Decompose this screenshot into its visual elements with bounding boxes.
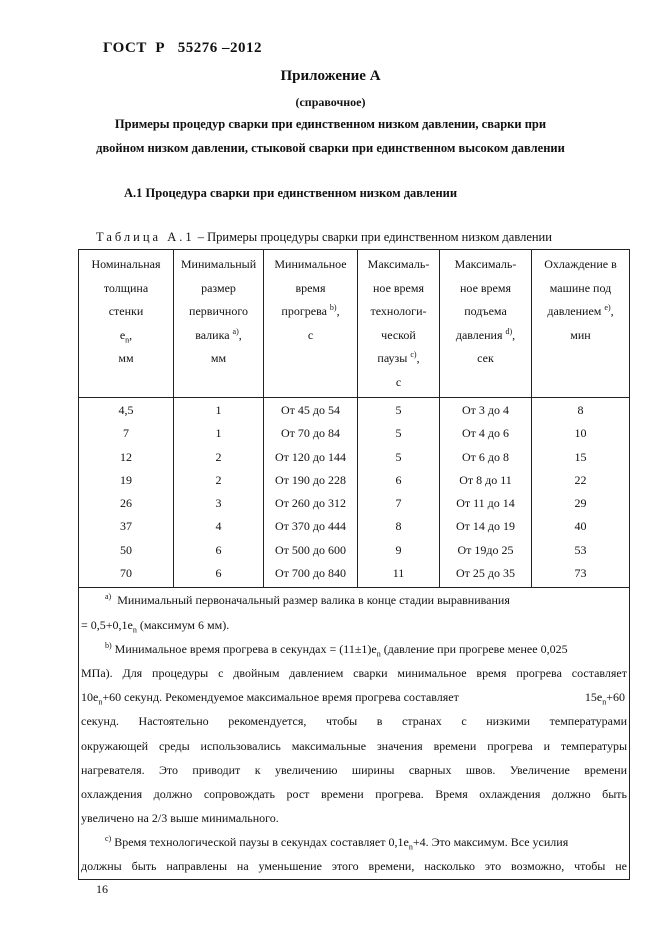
note-b-line-3	[81, 685, 627, 709]
note-b-max-heating-formula	[585, 685, 625, 709]
note-b-line-4: секунд. Настоятельно рекомендуется, чтобы в странах с низкими температурами	[81, 714, 627, 729]
note-b-line-2: МПа). Для процедуры с двойным давлением сварки минимальное время прогрева составляет	[81, 665, 627, 680]
table-cell: От 25 до 35	[455, 566, 515, 581]
header-text: технологи-	[370, 304, 427, 318]
note-b-max-formula-post: +60	[606, 690, 625, 705]
header-line	[358, 347, 439, 371]
table-notes-row	[79, 588, 630, 879]
table-cell: 12	[120, 449, 132, 464]
header-line	[358, 324, 439, 348]
header-text: давлением	[547, 304, 602, 318]
header-footnote-marker: c)	[410, 350, 417, 359]
note-b-line-1	[81, 637, 627, 661]
column-bead-size	[174, 398, 264, 588]
note-c-line-1	[81, 830, 627, 854]
header-punctuation: ,	[129, 327, 133, 342]
table-cell: 2	[215, 449, 222, 464]
header-text: ное время	[373, 280, 424, 295]
table-cell: 9	[395, 542, 402, 557]
table-cell: 1	[215, 426, 222, 441]
table-cell: 5	[395, 403, 402, 417]
note-b-line-5: окружающей среды использовались максимальные значения времени прогрева и температуры	[81, 738, 627, 753]
header-text: паузы	[377, 351, 408, 365]
header-line	[79, 324, 173, 348]
table-header-row	[79, 250, 630, 398]
header-text: Охлаждение в	[544, 257, 617, 271]
header-cell-heating-time	[264, 250, 358, 398]
table-cell: От 4 до 6	[461, 426, 509, 441]
header-line	[532, 300, 629, 324]
table-cell: 50	[120, 542, 132, 557]
table-cell: 7	[395, 496, 402, 511]
table-caption-text: – Примеры процедуры сварки при единственном низком давлении	[194, 230, 552, 244]
table-notes	[79, 588, 630, 879]
header-line	[264, 277, 357, 301]
table-cell: От 260 до 312	[274, 496, 346, 511]
table-cell: 73	[574, 566, 587, 581]
header-text: толщина	[103, 280, 149, 295]
header-footnote-marker: a)	[232, 326, 239, 336]
note-c-text-1: Время технологической паузы в секундах составляет 0,1e	[114, 835, 409, 850]
table-cell: От 120 до 144	[274, 449, 346, 464]
table-cell: 15	[574, 449, 587, 464]
header-cell-pressure-rise-time	[440, 250, 532, 398]
note-a-marker: a)	[105, 592, 112, 602]
header-text: мин	[570, 327, 591, 342]
table-cell: 5	[395, 426, 402, 441]
table-cell: 5	[395, 449, 402, 464]
table-cell: От 19до 25	[457, 542, 514, 557]
standard-number: ГОСТ Р 55276 –2012	[103, 40, 263, 56]
header-footnote-marker: d)	[505, 326, 513, 336]
header-text: прогрева	[281, 304, 327, 318]
column-heating-time	[264, 398, 358, 588]
header-text: валика	[195, 327, 230, 342]
note-b-text-3-mid: +60 секунд. Рекомендуемое максимальное время прогрева составляет	[102, 690, 459, 705]
header-line	[264, 300, 357, 324]
note-a-line-1	[81, 588, 627, 612]
header-cell-bead-size	[174, 250, 264, 398]
note-b-line-6: нагревателя. Это приводит к увеличению ширины сварных швов. Увеличение времени	[81, 762, 627, 777]
column-pressure-rise-time	[440, 398, 532, 588]
table-cell: 6	[395, 472, 402, 487]
note-c-line-2: должны быть направлены на уменьшение этого времени, насколько это возможно, чтобы не	[81, 859, 627, 874]
header-text: Максималь-	[367, 257, 430, 271]
header-cell-cooling-time	[532, 250, 630, 398]
header-punctuation: ,	[512, 327, 516, 342]
table-cell: 53	[574, 542, 587, 557]
header-line	[440, 347, 531, 371]
appendix-description-line-1: Примеры процедур сварки при единственном низком давлении, сварки при	[114, 117, 547, 131]
table-cell: 37	[120, 519, 132, 534]
table-cell: 19	[120, 472, 132, 487]
table-cell: 7	[123, 426, 129, 441]
header-line	[440, 253, 531, 277]
table-cell: От 14 до 19	[455, 519, 515, 534]
header-text: Номинальная	[91, 257, 161, 271]
header-text: размер	[201, 280, 236, 295]
header-text: мм	[210, 351, 227, 365]
header-punctuation: ,	[238, 327, 242, 342]
header-line	[79, 253, 173, 277]
header-text: давления	[455, 327, 503, 342]
table-cell: 2	[215, 472, 222, 487]
table-cell: От 45 до 54	[280, 403, 340, 417]
header-line	[174, 300, 263, 324]
note-a-text-2: (максимум 6 мм).	[136, 617, 230, 632]
table-cell: От 8 до 11	[459, 472, 512, 487]
table-cell: 70	[120, 566, 132, 581]
header-line	[174, 253, 263, 277]
header-cell-wall-thickness	[79, 250, 174, 398]
table-cell: 6	[215, 542, 222, 557]
table-caption-lead: Таблица А.1	[96, 230, 195, 244]
note-a-text-1: Минимальный первоначальный размер валика в конце стадии выравнивания	[117, 593, 510, 608]
page-number: 16	[96, 882, 108, 896]
header-line	[79, 300, 173, 324]
table-cell: 10	[574, 426, 587, 441]
table-data-block	[79, 398, 630, 588]
header-line	[532, 277, 629, 301]
header-line	[532, 253, 629, 277]
header-text: стенки	[108, 304, 144, 318]
note-b-line-8: увеличено на 2/3 выше минимального.	[81, 811, 279, 826]
column-pause-time	[358, 398, 440, 588]
note-a-formula-sub: n	[132, 624, 137, 634]
table-cell: 40	[574, 519, 587, 534]
note-a-formula: = 0,5+0,1e	[81, 617, 133, 632]
table-cell: 22	[574, 472, 587, 487]
header-line	[440, 300, 531, 324]
header-line	[264, 253, 357, 277]
table-cell: 8	[577, 403, 584, 417]
header-cell-pause-time	[358, 250, 440, 398]
header-text: время	[295, 280, 326, 295]
header-line	[174, 277, 263, 301]
header-punctuation: ,	[336, 304, 340, 318]
header-line	[358, 300, 439, 324]
appendix-title: Приложение А	[280, 68, 381, 84]
table-cell: От 3 до 4	[461, 403, 509, 417]
table-cell: От 6 до 8	[461, 449, 509, 464]
table-cell: От 70 до 84	[280, 426, 340, 441]
note-c-text-1-sub: n	[408, 842, 413, 852]
table-cell: 6	[215, 566, 222, 581]
section-heading: А.1 Процедура сварки при единственном низком давлении	[124, 186, 458, 200]
header-text: ное время	[460, 280, 511, 295]
header-text: мм	[118, 351, 134, 365]
note-c-text-1-tail: +4. Это максимум. Все усилия	[412, 835, 569, 850]
header-text: сек	[477, 351, 494, 365]
note-a-line-2	[81, 613, 627, 637]
header-line	[174, 347, 263, 371]
table-cell: 26	[120, 496, 132, 511]
table-cell: 4,5	[118, 403, 134, 417]
note-b-text-1-sub: n	[376, 649, 381, 659]
header-line	[79, 277, 173, 301]
header-line	[440, 324, 531, 348]
column-wall-thickness	[79, 398, 174, 588]
table-cell: 8	[395, 519, 402, 534]
header-text: Минимальный	[180, 257, 257, 271]
header-punctuation: ,	[416, 351, 420, 365]
table-cell: От 190 до 228	[274, 472, 346, 487]
header-line	[358, 371, 439, 395]
header-line	[532, 324, 629, 348]
header-footnote-marker: e)	[604, 303, 611, 312]
table-cell: 4	[215, 519, 222, 534]
header-text: Максималь-	[454, 257, 517, 271]
table-cell: От 500 до 600	[274, 542, 346, 557]
header-line	[358, 277, 439, 301]
table-caption	[96, 230, 552, 245]
note-b-text-3: 10e	[81, 690, 99, 705]
header-line	[440, 277, 531, 301]
note-b-max-formula-sub: n	[602, 697, 607, 707]
header-text: с	[395, 374, 402, 389]
header-text: первичного	[189, 304, 248, 318]
header-line	[79, 347, 173, 371]
note-b-text-1-tail: (давление при прогреве менее 0,025	[380, 641, 568, 656]
header-text: ческой	[381, 327, 416, 342]
header-line	[174, 324, 263, 348]
note-b-marker: b)	[105, 640, 112, 650]
table-cell: 11	[392, 566, 405, 581]
header-text: Минимальное	[274, 257, 347, 271]
header-text: e	[119, 327, 126, 342]
note-b-max-formula-pre: 15e	[584, 690, 603, 705]
table-cell: 1	[215, 403, 222, 417]
header-text: машине под	[549, 280, 612, 295]
welding-parameters-table	[78, 249, 630, 880]
header-subscript: n	[125, 334, 130, 344]
table-cell: От 370 до 444	[274, 519, 346, 534]
table-cell: 3	[215, 496, 222, 511]
note-c-marker: c)	[105, 834, 112, 844]
header-punctuation: ,	[610, 304, 614, 318]
note-b-line-7: охлаждения должно сопровождать рост времени прогрева. Время охлаждения должно быть	[81, 786, 627, 801]
note-b-text-3-sub: n	[98, 697, 103, 707]
header-line	[358, 253, 439, 277]
table-cell: От 11 до 14	[456, 496, 515, 511]
header-text: подъема	[464, 304, 507, 318]
header-footnote-marker: b)	[329, 303, 337, 312]
column-cooling-time	[532, 398, 630, 588]
appendix-description-line-2: двойном низком давлении, стыковой сварки при единственном высоком давлении	[96, 141, 565, 155]
table-cell: 29	[574, 496, 587, 511]
header-line	[264, 324, 357, 348]
note-b-text-1: Минимальное время прогрева в секундах = (11±1)e	[114, 641, 377, 656]
table-cell: От 700 до 840	[274, 566, 346, 581]
header-text: с	[307, 327, 314, 342]
appendix-status: (справочное)	[295, 95, 366, 109]
